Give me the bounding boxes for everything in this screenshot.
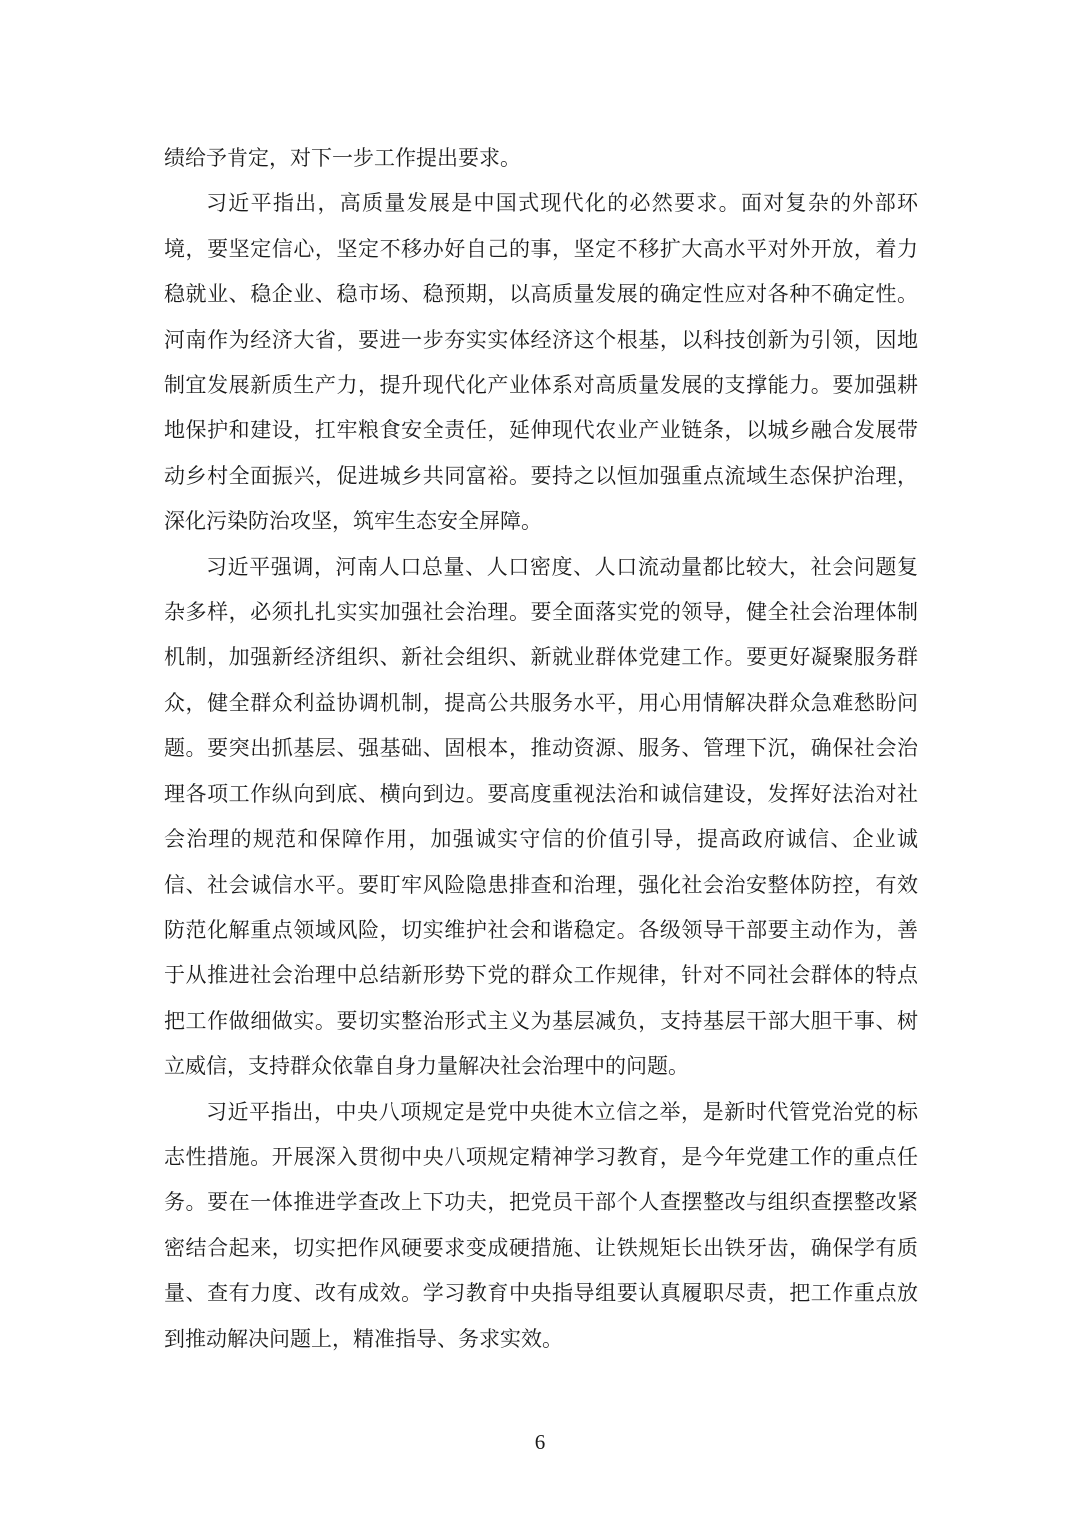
page-number: 6 bbox=[534, 1430, 546, 1454]
paragraph-continuation: 绩给予肯定，对下一步工作提出要求。 bbox=[164, 146, 521, 170]
paragraph-eight-point-regulations: 习近平指出，中央八项规定是党中央徙木立信之举，是新时代管党治党的标志性措施。开展深入贯彻中央八项规定精神学习教育，是今年党建工作的重点任务。要在一体推进学查改上下功夫，把党员干部个人查摆整改与组织查摆整改紧密结合起来，切实把作风硬要求变成硬措施、让铁规矩长出铁牙齿，确保学有质量、查有力度、改有成效。学习教育中央指导组要认真履职尽责，把工作重点放到推动解决问题上，精准指导、务求实效。 bbox=[164, 1099, 918, 1351]
paragraph-social-governance: 习近平强调，河南人口总量、人口密度、人口流动量都比较大，社会问题复杂多样，必须扎扎实实加强社会治理。要全面落实党的领导，健全社会治理体制机制，加强新经济组织、新社会组织、新就业群体党建工作。要更好凝聚服务群众，健全群众利益协调机制，提高公共服务水平，用心用情解决群众急难愁盼问题。要突出抓基层、强基础、固根本，推动资源、服务、管理下沉，确保社会治理各项工作纵向到底、横向到边。要高度重视法治和诚信建设，发挥好法治对社会治理的规范和保障作用，加强诚实守信的价值引导，提高政府诚信、企业诚信、社会诚信水平。要盯牢风险隐患排查和治理，强化社会治安整体防控，有效防范化解重点领域风险，切实维护社会和谐稳定。各级领导干部要主动作为，善于从推进社会治理中总结新形势下党的群众工作规律，针对不同社会群体的特点把工作做细做实。要切实整治形式主义为基层减负，支持基层干部大胆干事、树立威信，支持群众依靠自身力量解决社会治理中的问题。 bbox=[164, 554, 918, 1079]
body-text bbox=[164, 136, 918, 1362]
paragraph-high-quality-development: 习近平指出，高质量发展是中国式现代化的必然要求。面对复杂的外部环境，要坚定信心，坚定不移办好自己的事，坚定不移扩大高水平对外开放，着力稳就业、稳企业、稳市场、稳预期，以高质量发展的确定性应对各种不确定性。河南作为经济大省，要进一步夯实实体经济这个根基，以科技创新为引领，因地制宜发展新质生产力，提升现代化产业体系对高质量发展的支撑能力。要加强耕地保护和建设，扛牢粮食安全责任，延伸现代农业产业链条，以城乡融合发展带动乡村全面振兴，促进城乡共同富裕。要持之以恒加强重点流域生态保护治理，深化污染防治攻坚，筑牢生态安全屏障。 bbox=[164, 191, 918, 534]
